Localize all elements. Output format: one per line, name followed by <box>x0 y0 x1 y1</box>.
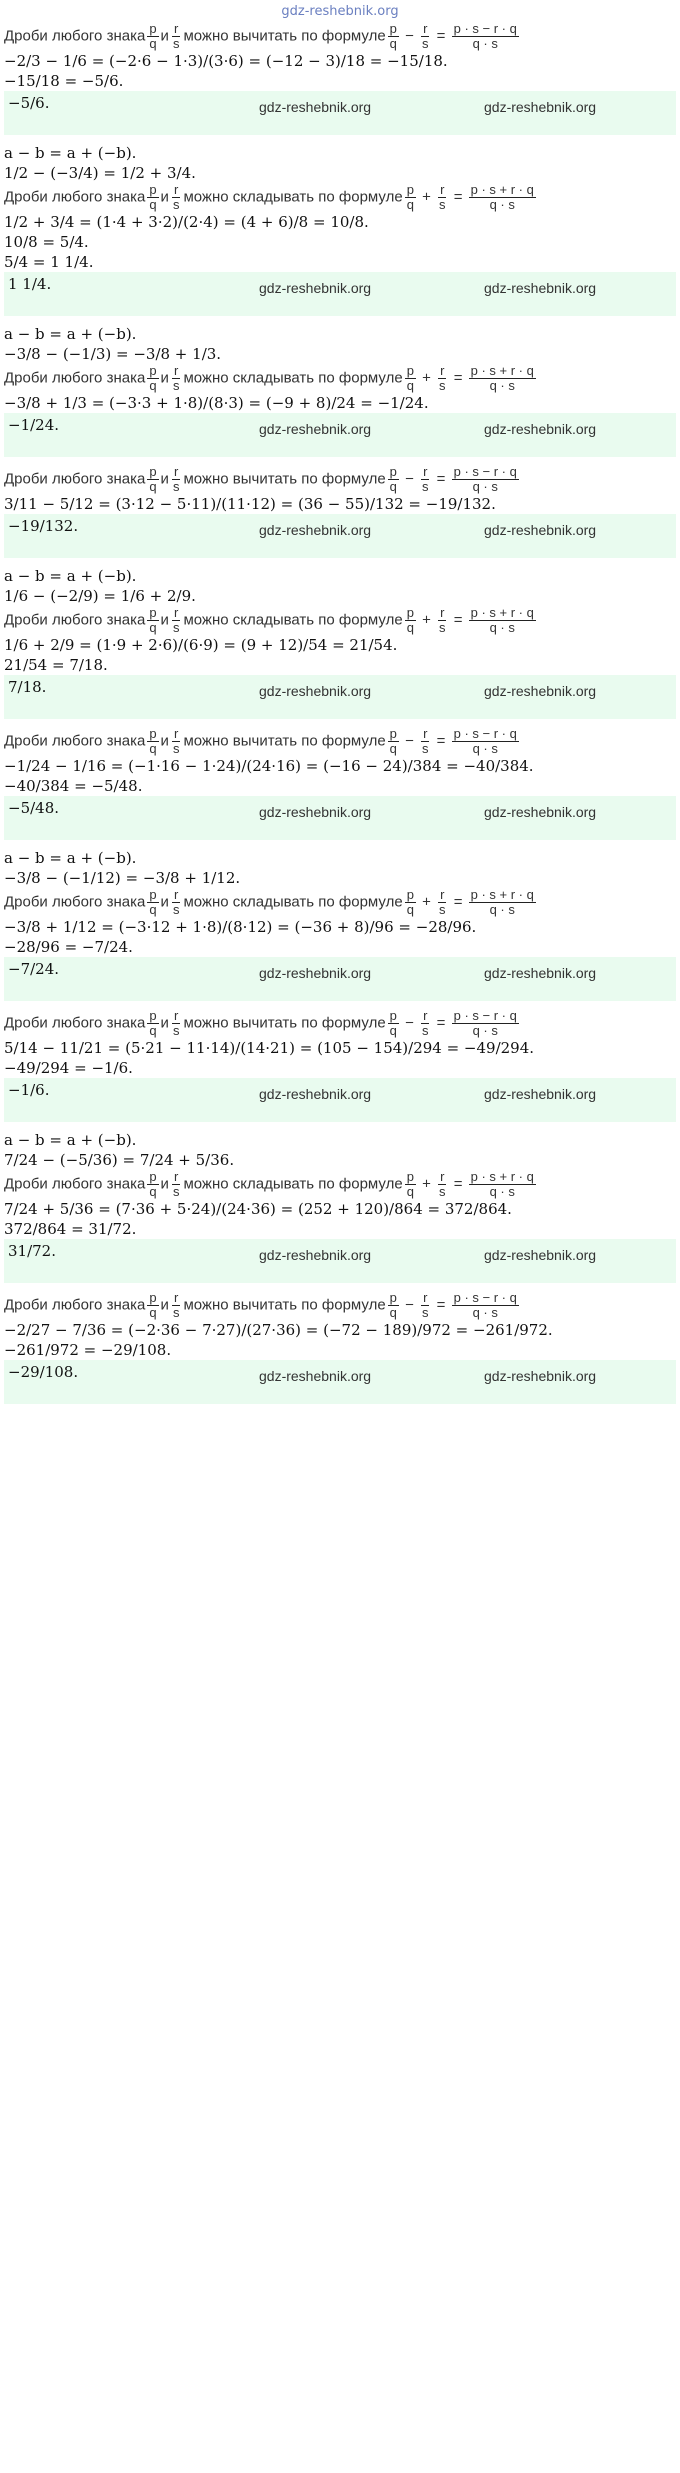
denominator: q · s <box>489 1184 515 1199</box>
numerator: p <box>149 464 157 479</box>
numerator: r <box>423 464 428 479</box>
step-line: 1/2 + 3/4 = (1·4 + 3·2)/(2·4) = (4 + 6)/8 = 10/8. <box>4 213 369 231</box>
step-line: 372/864 = 31/72. <box>4 1220 137 1238</box>
rule-verb: можно складывать по формуле <box>183 893 403 911</box>
rule-intro: Дроби любого знака <box>4 611 146 629</box>
watermark: gdz-reshebnik.org <box>259 683 372 699</box>
neg-identity: a − b = a + (−b). <box>4 325 137 343</box>
fraction <box>388 727 399 756</box>
solution-content <box>0 22 680 1412</box>
denominator: q · s <box>472 1023 498 1038</box>
fraction <box>437 364 448 393</box>
step-line: −28/96 = −7/24. <box>4 938 133 956</box>
fraction <box>405 888 416 917</box>
fraction <box>405 606 416 635</box>
numerator: p <box>149 605 157 620</box>
denominator: q · s <box>489 902 515 917</box>
denominator: q <box>406 902 414 917</box>
numerator: p · s − r · q <box>453 464 517 479</box>
fraction <box>171 1291 182 1320</box>
denominator: s <box>172 1023 180 1038</box>
watermark: gdz-reshebnik.org <box>484 421 597 437</box>
watermark: gdz-reshebnik.org <box>484 1086 597 1102</box>
numerator: p <box>149 363 157 378</box>
rule-and: и <box>160 188 169 206</box>
fraction <box>171 606 182 635</box>
answer-box <box>4 675 676 719</box>
numerator: p <box>406 887 414 902</box>
numerator: p <box>149 1290 157 1305</box>
fraction <box>171 183 182 212</box>
fraction <box>452 727 519 756</box>
fraction <box>388 22 399 51</box>
denominator: q · s <box>472 741 498 756</box>
numerator: p · s + r · q <box>470 363 534 378</box>
step-line: 7/24 − (−5/36) = 7/24 + 5/36. <box>4 1151 235 1169</box>
watermark: gdz-reshebnik.org <box>259 421 372 437</box>
answer-box <box>4 514 676 558</box>
numerator: p · s + r · q <box>470 887 534 902</box>
fraction <box>420 1291 431 1320</box>
denominator: q <box>149 741 157 756</box>
denominator: s <box>422 1305 429 1320</box>
neg-identity: a − b = a + (−b). <box>4 144 137 162</box>
rule-line: Дроби любого знака $\frac{p}{q}$ и $\frac{r}{s}$ можно складывать по формуле $\frac{p}{q}$ + $\frac{r}{s}$ = $\frac{p \cdot s + r \cdot q}{q \cdot s}$ <box>4 182 534 212</box>
numerator: r <box>440 363 445 378</box>
step-line: 5/4 = 1 1/4. <box>4 253 94 271</box>
rule-intro: Дроби любого знака <box>4 188 146 206</box>
watermark: gdz-reshebnik.org <box>259 522 372 538</box>
answer-value: −1/24. <box>8 416 60 434</box>
rule-line: Дроби любого знака $\frac{p}{q}$ и $\frac{r}{s}$ можно вычитать по формуле $\frac{p}{q}$ − $\frac{r}{s}$ = $\frac{p \cdot s - r \cdot q}{q \cdot s}$ <box>4 1008 517 1038</box>
fraction <box>147 465 158 494</box>
fraction <box>469 183 536 212</box>
spacer <box>0 457 680 465</box>
numerator: r <box>174 1008 179 1023</box>
fraction <box>171 727 182 756</box>
denominator: q <box>406 197 414 212</box>
step-line: 7/24 + 5/36 = (7·36 + 5·24)/(24·36) = (252 + 120)/864 = 372/864. <box>4 1200 512 1218</box>
denominator: q <box>149 378 157 393</box>
denominator: q <box>406 1184 414 1199</box>
watermark: gdz-reshebnik.org <box>259 280 372 296</box>
numerator: p <box>149 726 157 741</box>
rule-and: и <box>160 1175 169 1193</box>
denominator: s <box>172 197 180 212</box>
problem-section <box>0 22 680 135</box>
fraction <box>388 465 399 494</box>
fraction <box>469 606 536 635</box>
numerator: p · s + r · q <box>470 605 534 620</box>
watermark: gdz-reshebnik.org <box>484 965 597 981</box>
numerator: p · s + r · q <box>470 1169 534 1184</box>
problem-section <box>0 143 680 316</box>
denominator: q · s <box>489 197 515 212</box>
answer-box <box>4 796 676 840</box>
denominator: q <box>406 620 414 635</box>
fraction <box>437 1170 448 1199</box>
denominator: s <box>172 378 180 393</box>
denominator: q <box>149 479 157 494</box>
fraction <box>437 888 448 917</box>
rule-verb: можно складывать по формуле <box>183 611 403 629</box>
denominator: q · s <box>472 479 498 494</box>
answer-value: −7/24. <box>8 960 60 978</box>
numerator: r <box>174 182 179 197</box>
site-link[interactable]: gdz-reshebnik.org <box>281 4 399 19</box>
fraction <box>147 183 158 212</box>
numerator: p · s − r · q <box>453 1008 517 1023</box>
problem-section <box>0 465 680 558</box>
answer-box <box>4 957 676 1001</box>
denominator: s <box>439 378 446 393</box>
step-line: −3/8 − (−1/12) = −3/8 + 1/12. <box>4 869 241 887</box>
numerator: r <box>423 726 428 741</box>
numerator: p <box>389 464 397 479</box>
answer-box <box>4 1360 676 1404</box>
watermark: gdz-reshebnik.org <box>259 1368 372 1384</box>
spacer <box>0 1404 680 1412</box>
denominator: s <box>172 479 180 494</box>
denominator: s <box>422 479 429 494</box>
spacer <box>0 1001 680 1009</box>
fraction <box>420 465 431 494</box>
denominator: s <box>422 1023 429 1038</box>
fraction <box>171 1009 182 1038</box>
rule-verb: можно вычитать по формуле <box>183 732 386 750</box>
fraction <box>405 183 416 212</box>
rule-intro: Дроби любого знака <box>4 27 146 45</box>
denominator: s <box>172 620 180 635</box>
spacer <box>0 1283 680 1291</box>
rule-and: и <box>160 1296 169 1314</box>
fraction <box>147 1009 158 1038</box>
rule-and: и <box>160 27 169 45</box>
numerator: p <box>389 1290 397 1305</box>
problem-section <box>0 1130 680 1283</box>
numerator: r <box>423 21 428 36</box>
rule-line: Дроби любого знака $\frac{p}{q}$ и $\frac{r}{s}$ можно вычитать по формуле $\frac{p}{q}$ − $\frac{r}{s}$ = $\frac{p \cdot s - r \cdot q}{q \cdot s}$ <box>4 21 517 51</box>
denominator: s <box>172 36 180 51</box>
rule-and: и <box>160 893 169 911</box>
fraction <box>420 727 431 756</box>
watermark: gdz-reshebnik.org <box>259 1086 372 1102</box>
fraction <box>452 22 519 51</box>
spacer <box>0 316 680 324</box>
watermark: gdz-reshebnik.org <box>484 1247 597 1263</box>
watermark: gdz-reshebnik.org <box>484 804 597 820</box>
answer-box <box>4 1239 676 1283</box>
numerator: p <box>406 1169 414 1184</box>
denominator: q <box>149 902 157 917</box>
rule-line: Дроби любого знака $\frac{p}{q}$ и $\frac{r}{s}$ можно складывать по формуле $\frac{p}{q}$ + $\frac{r}{s}$ = $\frac{p \cdot s + r \cdot q}{q \cdot s}$ <box>4 605 534 635</box>
step-line: −40/384 = −5/48. <box>4 777 143 795</box>
rule-line: Дроби любого знака $\frac{p}{q}$ и $\frac{r}{s}$ можно складывать по формуле $\frac{p}{q}$ + $\frac{r}{s}$ = $\frac{p \cdot s + r \cdot q}{q \cdot s}$ <box>4 1169 534 1199</box>
step-line: 1/2 − (−3/4) = 1/2 + 3/4. <box>4 164 196 182</box>
spacer <box>0 558 680 566</box>
step-line: −3/8 + 1/3 = (−3·3 + 1·8)/(8·3) = (−9 + 8)/24 = −1/24. <box>4 394 429 412</box>
denominator: s <box>439 1184 446 1199</box>
problem-section <box>0 1009 680 1122</box>
numerator: r <box>440 605 445 620</box>
fraction <box>171 465 182 494</box>
numerator: p · s − r · q <box>453 1290 517 1305</box>
step-line: −3/8 − (−1/3) = −3/8 + 1/3. <box>4 345 222 363</box>
answer-value: −19/132. <box>8 517 79 535</box>
numerator: p <box>149 21 157 36</box>
step-line: −15/18 = −5/6. <box>4 72 124 90</box>
step-line: 5/14 − 11/21 = (5·21 − 11·14)/(14·21) = (105 − 154)/294 = −49/294. <box>4 1039 535 1057</box>
rule-verb: можно вычитать по формуле <box>183 1296 386 1314</box>
denominator: q <box>389 741 397 756</box>
numerator: p · s − r · q <box>453 21 517 36</box>
site-header <box>0 0 680 22</box>
fraction <box>147 364 158 393</box>
rule-and: и <box>160 1014 169 1032</box>
step-line: −2/3 − 1/6 = (−2·6 − 1·3)/(3·6) = (−12 − 3)/18 = −15/18. <box>4 52 448 70</box>
watermark: gdz-reshebnik.org <box>484 1368 597 1384</box>
fraction <box>147 727 158 756</box>
rule-verb: можно складывать по формуле <box>183 188 403 206</box>
denominator: s <box>422 741 429 756</box>
step-line: 1/6 + 2/9 = (1·9 + 2·6)/(6·9) = (9 + 12)/54 = 21/54. <box>4 636 398 654</box>
spacer <box>0 1122 680 1130</box>
fraction <box>147 22 158 51</box>
rule-verb: можно складывать по формуле <box>183 1175 403 1193</box>
denominator: q <box>389 1023 397 1038</box>
step-line: 10/8 = 5/4. <box>4 233 89 251</box>
rule-intro: Дроби любого знака <box>4 1175 146 1193</box>
fraction <box>452 1009 519 1038</box>
denominator: q <box>149 1023 157 1038</box>
denominator: s <box>422 36 429 51</box>
denominator: q · s <box>489 620 515 635</box>
fraction <box>388 1291 399 1320</box>
denominator: q <box>149 197 157 212</box>
watermark: gdz-reshebnik.org <box>484 280 597 296</box>
denominator: q <box>406 378 414 393</box>
fraction <box>405 364 416 393</box>
fraction <box>437 183 448 212</box>
rule-and: и <box>160 369 169 387</box>
numerator: p <box>389 726 397 741</box>
fraction <box>420 22 431 51</box>
numerator: p <box>389 1008 397 1023</box>
denominator: s <box>439 197 446 212</box>
fraction <box>452 1291 519 1320</box>
watermark: gdz-reshebnik.org <box>259 804 372 820</box>
step-line: −1/24 − 1/16 = (−1·16 − 1·24)/(24·16) = (−16 − 24)/384 = −40/384. <box>4 757 534 775</box>
answer-value: 1 1/4. <box>8 275 52 293</box>
step-line: 3/11 − 5/12 = (3·12 − 5·11)/(11·12) = (36 − 55)/132 = −19/132. <box>4 495 496 513</box>
numerator: r <box>174 21 179 36</box>
denominator: q <box>149 620 157 635</box>
spacer <box>0 840 680 848</box>
fraction <box>469 364 536 393</box>
rule-line: Дроби любого знака $\frac{p}{q}$ и $\frac{r}{s}$ можно складывать по формуле $\frac{p}{q}$ + $\frac{r}{s}$ = $\frac{p \cdot s + r \cdot q}{q \cdot s}$ <box>4 887 534 917</box>
watermark: gdz-reshebnik.org <box>484 683 597 699</box>
answer-value: 7/18. <box>8 678 47 696</box>
rule-and: и <box>160 732 169 750</box>
rule-line: Дроби любого знака $\frac{p}{q}$ и $\frac{r}{s}$ можно вычитать по формуле $\frac{p}{q}$ − $\frac{r}{s}$ = $\frac{p \cdot s - r \cdot q}{q \cdot s}$ <box>4 726 517 756</box>
spacer <box>0 135 680 143</box>
step-line: 21/54 = 7/18. <box>4 656 108 674</box>
numerator: r <box>423 1290 428 1305</box>
numerator: p <box>149 1008 157 1023</box>
numerator: p <box>406 363 414 378</box>
rule-intro: Дроби любого знака <box>4 1296 146 1314</box>
fraction <box>171 888 182 917</box>
denominator: s <box>439 620 446 635</box>
rule-and: и <box>160 611 169 629</box>
denominator: q · s <box>489 378 515 393</box>
denominator: q · s <box>472 1305 498 1320</box>
problem-section <box>0 566 680 719</box>
rule-intro: Дроби любого знака <box>4 369 146 387</box>
denominator: s <box>172 1305 180 1320</box>
neg-identity: a − b = a + (−b). <box>4 1131 137 1149</box>
fraction <box>469 1170 536 1199</box>
problem-section <box>0 727 680 840</box>
numerator: r <box>440 182 445 197</box>
denominator: q <box>389 1305 397 1320</box>
rule-intro: Дроби любого знака <box>4 470 146 488</box>
problem-section <box>0 1291 680 1404</box>
answer-value: −5/48. <box>8 799 60 817</box>
answer-box <box>4 413 676 457</box>
numerator: r <box>174 726 179 741</box>
neg-identity: a − b = a + (−b). <box>4 849 137 867</box>
neg-identity: a − b = a + (−b). <box>4 567 137 585</box>
numerator: r <box>440 887 445 902</box>
watermark: gdz-reshebnik.org <box>259 1247 372 1263</box>
fraction <box>420 1009 431 1038</box>
fraction <box>452 465 519 494</box>
rule-verb: можно складывать по формуле <box>183 369 403 387</box>
numerator: p · s + r · q <box>470 182 534 197</box>
numerator: p <box>149 182 157 197</box>
rule-verb: можно вычитать по формуле <box>183 27 386 45</box>
rule-intro: Дроби любого знака <box>4 1014 146 1032</box>
fraction <box>388 1009 399 1038</box>
rule-line: Дроби любого знака $\frac{p}{q}$ и $\frac{r}{s}$ можно вычитать по формуле $\frac{p}{q}$ − $\frac{r}{s}$ = $\frac{p \cdot s - r \cdot q}{q \cdot s}$ <box>4 1290 517 1320</box>
answer-value: 31/72. <box>8 1242 56 1260</box>
numerator: r <box>174 887 179 902</box>
fraction <box>147 606 158 635</box>
numerator: r <box>174 1169 179 1184</box>
watermark: gdz-reshebnik.org <box>259 965 372 981</box>
fraction <box>171 22 182 51</box>
problem-section <box>0 324 680 457</box>
fraction <box>437 606 448 635</box>
denominator: q · s <box>472 36 498 51</box>
denominator: q <box>389 479 397 494</box>
numerator: p · s − r · q <box>453 726 517 741</box>
step-line: −2/27 − 7/36 = (−2·36 − 7·27)/(27·36) = (−72 − 189)/972 = −261/972. <box>4 1321 553 1339</box>
rule-and: и <box>160 470 169 488</box>
fraction <box>147 1291 158 1320</box>
numerator: r <box>440 1169 445 1184</box>
fraction <box>171 1170 182 1199</box>
answer-value: −1/6. <box>8 1081 50 1099</box>
fraction <box>405 1170 416 1199</box>
denominator: s <box>172 741 180 756</box>
numerator: r <box>174 363 179 378</box>
rule-line: Дроби любого знака $\frac{p}{q}$ и $\frac{r}{s}$ можно вычитать по формуле $\frac{p}{q}$ − $\frac{r}{s}$ = $\frac{p \cdot s - r \cdot q}{q \cdot s}$ <box>4 464 517 494</box>
denominator: s <box>172 902 180 917</box>
watermark: gdz-reshebnik.org <box>484 522 597 538</box>
fraction <box>147 888 158 917</box>
numerator: p <box>406 605 414 620</box>
spacer <box>0 719 680 727</box>
denominator: s <box>439 902 446 917</box>
numerator: r <box>423 1008 428 1023</box>
numerator: p <box>149 887 157 902</box>
rule-intro: Дроби любого знака <box>4 893 146 911</box>
denominator: q <box>149 36 157 51</box>
numerator: r <box>174 464 179 479</box>
rule-intro: Дроби любого знака <box>4 732 146 750</box>
denominator: q <box>149 1305 157 1320</box>
answer-box <box>4 272 676 316</box>
step-line: −3/8 + 1/12 = (−3·12 + 1·8)/(8·12) = (−36 + 8)/96 = −28/96. <box>4 918 477 936</box>
watermark: gdz-reshebnik.org <box>484 99 597 115</box>
problem-section <box>0 848 680 1001</box>
fraction <box>171 364 182 393</box>
answer-box <box>4 1078 676 1122</box>
rule-verb: можно вычитать по формуле <box>183 1014 386 1032</box>
numerator: p <box>149 1169 157 1184</box>
watermark: gdz-reshebnik.org <box>259 99 372 115</box>
numerator: r <box>174 1290 179 1305</box>
rule-line: Дроби любого знака $\frac{p}{q}$ и $\frac{r}{s}$ можно складывать по формуле $\frac{p}{q}$ + $\frac{r}{s}$ = $\frac{p \cdot s + r \cdot q}{q \cdot s}$ <box>4 363 534 393</box>
answer-value: −5/6. <box>8 94 50 112</box>
numerator: p <box>406 182 414 197</box>
step-line: −261/972 = −29/108. <box>4 1341 172 1359</box>
answer-value: −29/108. <box>8 1363 79 1381</box>
step-line: 1/6 − (−2/9) = 1/6 + 2/9. <box>4 587 196 605</box>
numerator: p <box>389 21 397 36</box>
denominator: q <box>149 1184 157 1199</box>
answer-box <box>4 91 676 135</box>
numerator: r <box>174 605 179 620</box>
step-line: −49/294 = −1/6. <box>4 1059 133 1077</box>
denominator: q <box>389 36 397 51</box>
fraction <box>147 1170 158 1199</box>
rule-verb: можно вычитать по формуле <box>183 470 386 488</box>
fraction <box>469 888 536 917</box>
denominator: s <box>172 1184 180 1199</box>
